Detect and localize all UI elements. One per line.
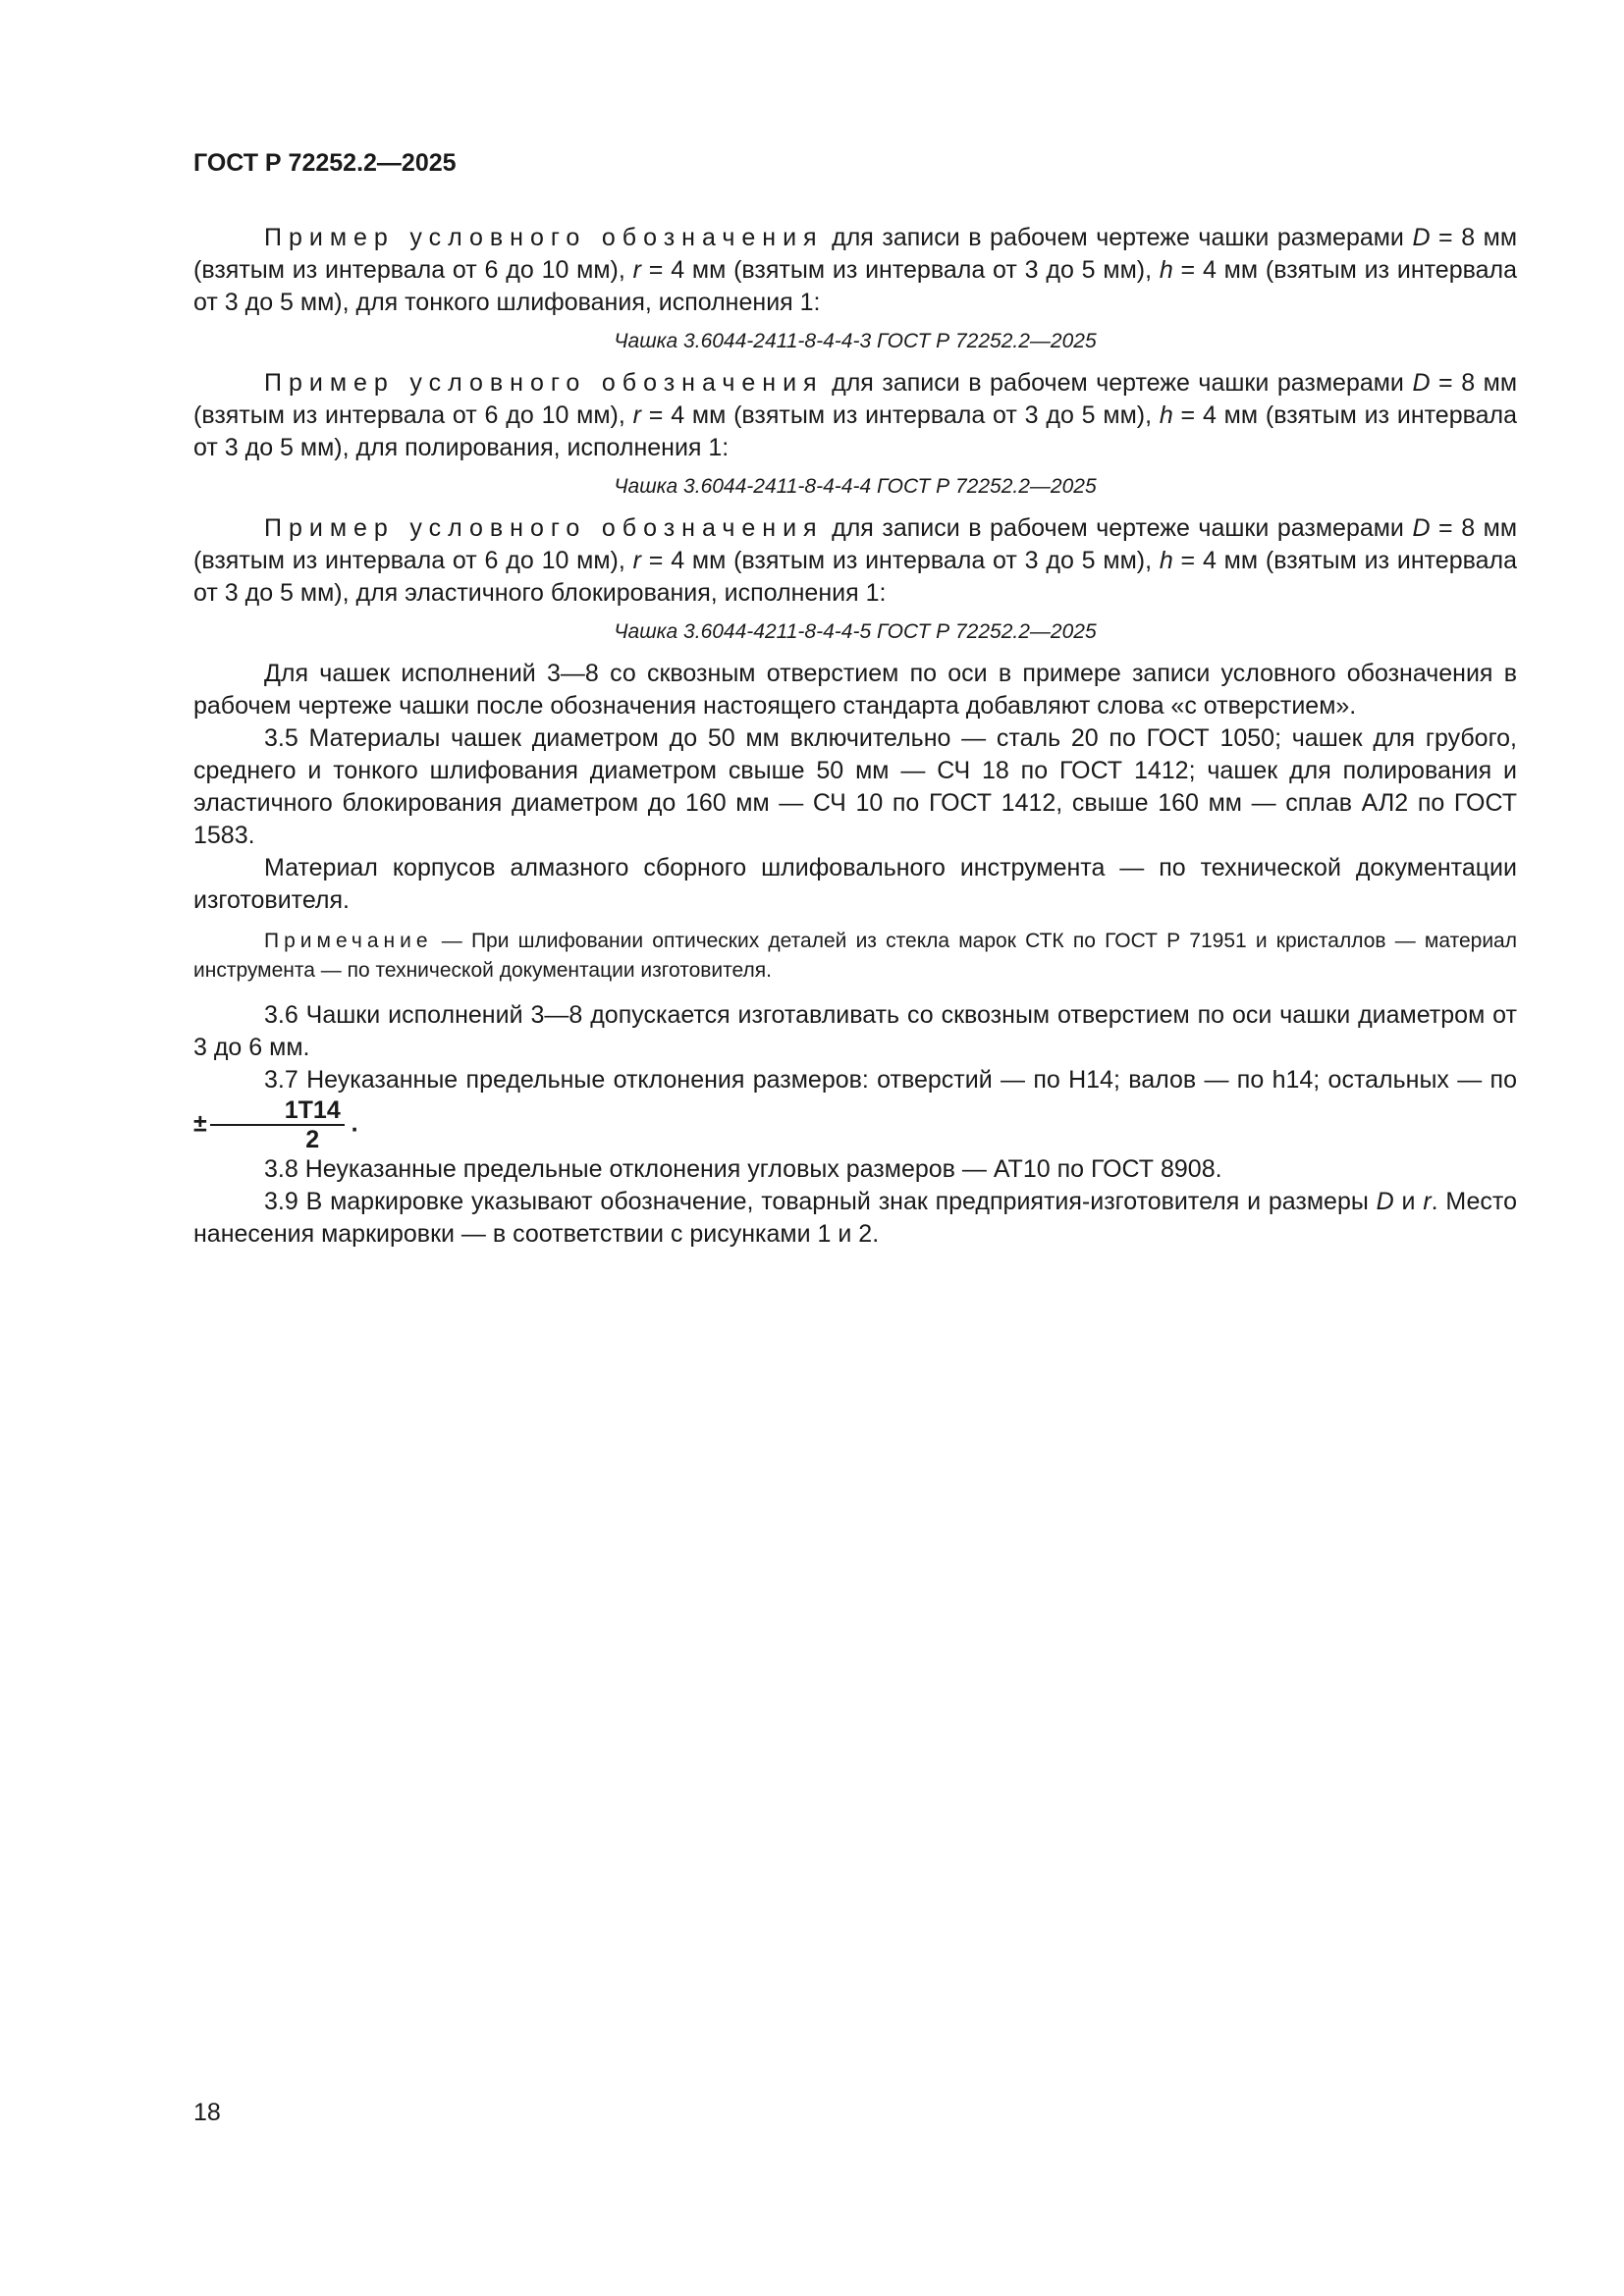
- example-lead: Пример условного обозначения: [264, 224, 824, 251]
- document-header: ГОСТ Р 72252.2—2025: [193, 149, 457, 177]
- paragraph-3-7: 3.7 Неуказанные предельные отклонения размеров: отверстий — по H14; валов — по h14; остальных — по ± $\frac{1Т14}{2}$ .: [193, 1066, 1517, 1153]
- paragraph-diamond-tool: Материал корпусов алмазного сборного шлифовального инструмента — по технической документации изготовителя.: [193, 854, 1517, 914]
- paragraph-3-6: 3.6 Чашки исполнений 3—8 допускается изготавливать со сквозным отверстием по оси чашки диаметром от 3 до 6 мм.: [193, 1001, 1517, 1061]
- designation-example-2: Чашка 3.6044-2411-8-4-4-4 ГОСТ Р 72252.2—2025: [614, 475, 1097, 498]
- paragraph-3-8: 3.8 Неуказанные предельные отклонения угловых размеров — АТ10 по ГОСТ 8908.: [264, 1155, 1222, 1183]
- paragraph-3-5: 3.5 Материалы чашек диаметром до 50 мм включительно — сталь 20 по ГОСТ 1050; чашек для грубого, среднего и тонкого шлифования диаметром свыше 50 мм — СЧ 18 по ГОСТ 1412; чашек для полирования и эластичного блокирования диаметром до 160 мм — СЧ 10 по ГОСТ 1412, свыше 160 мм — сплав АЛ2 по ГОСТ 1583.: [193, 724, 1517, 849]
- paragraph-hole-note: Для чашек исполнений 3—8 со сквозным отверстием по оси в примере записи условного обозначения в рабочем чертеже чашки после обозначения настоящего стандарта добавляют слова «с отверстием».: [193, 660, 1517, 720]
- example-paragraph-2: Пример условного обозначения для записи в рабочем чертеже чашки размерами D = 8 мм (взятым из интервала от 6 до 10 мм), r = 4 мм (взятым из интервала от 3 до 5 мм), h = 4 мм (взятым из интервала от 3 до 5 мм), для полирования, исполнения 1:: [193, 369, 1518, 461]
- plus-minus-sign: ±: [193, 1109, 207, 1138]
- example-lead: Пример условного обозначения: [264, 514, 824, 542]
- note-text: — При шлифовании оптических деталей из стекла марок СТК по ГОСТ Р 71951 и кристаллов — материал инструмента — по технической документации изготовителя.: [193, 930, 1517, 982]
- designation-example-3: Чашка 3.6044-4211-8-4-4-5 ГОСТ Р 72252.2—2025: [614, 620, 1097, 643]
- example-paragraph-3: Пример условного обозначения для записи в рабочем чертеже чашки размерами D = 8 мм (взятым из интервала от 6 до 10 мм), r = 4 мм (взятым из интервала от 3 до 5 мм), h = 4 мм (взятым из интервала от 3 до 5 мм), для эластичного блокирования, исполнения 1:: [193, 514, 1518, 607]
- note-label: Примечание: [264, 930, 433, 952]
- designation-example-1: Чашка 3.6044-2411-8-4-4-3 ГОСТ Р 72252.2—2025: [614, 330, 1097, 352]
- document-body: [193, 222, 1517, 1251]
- example-lead: Пример условного обозначения: [264, 369, 824, 397]
- fraction-denominator: 2: [305, 1126, 320, 1153]
- note-paragraph: [193, 927, 1517, 986]
- tolerance-fraction: [210, 1096, 345, 1153]
- example-paragraph-1: Пример условного обозначения для записи в рабочем чертеже чашки размерами D = 8 мм (взятым из интервала от 6 до 10 мм), r = 4 мм (взятым из интервала от 3 до 5 мм), h = 4 мм (взятым из интервала от 3 до 5 мм), для тонкого шлифования, исполнения 1:: [193, 224, 1518, 316]
- paragraph-3-9: 3.9 В маркировке указывают обозначение, товарный знак предприятия-изготовителя и размеры D и r. Место нанесения маркировки — в соответствии с рисунками 1 и 2.: [193, 1188, 1517, 1248]
- fraction-numerator: 1Т14: [210, 1096, 345, 1126]
- page-number: 18: [193, 2099, 221, 2126]
